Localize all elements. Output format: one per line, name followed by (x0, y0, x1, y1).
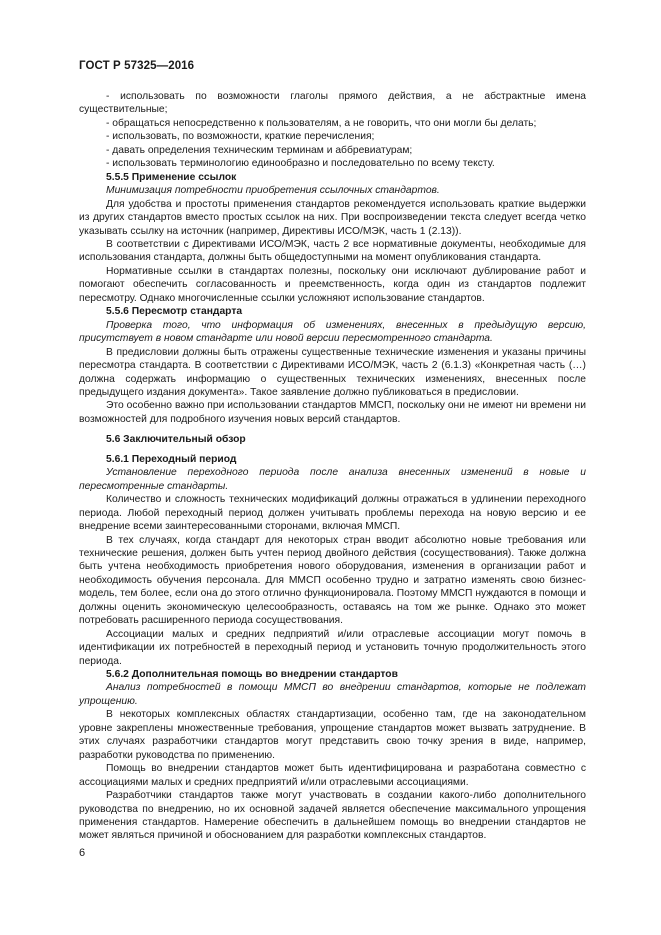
paragraph: Для удобства и простоты применения стандартов рекомендуется использовать краткие выдержки из других стандартов вместо простых ссылок на них. При воспроизведении текста следует всегда четко указывать ссылку на источник (например, Директивы ИСО/МЭК, часть 1 (2.13)). (79, 198, 586, 237)
lead-5-6-1: Установление переходного периода после анализа внесенных изменений в новые и пересмотренные стандарты. (79, 467, 586, 492)
page-number: 6 (79, 847, 86, 859)
list-item: - обращаться непосредственно к пользователям, а не говорить, что они могли бы делать; (106, 117, 537, 129)
list-item: - использовать, по возможности, краткие перечисления; (106, 131, 375, 143)
page-body (79, 90, 586, 843)
list-item: - использовать терминологию единообразно и последовательно по всему тексту. (106, 158, 495, 170)
lead-5-6-2: Анализ потребностей в помощи ММСП во внедрении стандартов, которые не подлежат упрощению. (79, 682, 586, 707)
list-item: - давать определения техническим терминам и аббревиатурам; (106, 144, 413, 156)
bullet-intro: - использовать по возможности глаголы прямого действия, а не абстрактные имена существительные; (79, 91, 586, 116)
paragraph: Это особенно важно при использовании стандартов ММСП, поскольку они не имеют ни времени ни возможностей для подробного изучения новых версий стандартов. (79, 400, 586, 425)
paragraph: Ассоциации малых и средних педприятий и/или отраслевые ассоциации могут помочь в идентификации их потребностей в переходный период и установить точную продолжительность этого периода. (79, 628, 586, 667)
heading-5-6: 5.6 Заключительный обзор (106, 434, 246, 446)
paragraph: В предисловии должны быть отражены существенные технические изменения и указаны причины пересмотра стандарта. В соответствии с Директивами ИСО/МЭК, часть 2 (6.1.3) «Конкретная часть (…) должна содержать информацию о существенных технических изменениях, внесенных после предыдущего издания документа». Такое заявление должно публиковаться в предисловии. (79, 346, 586, 398)
heading-5-5-5: 5.5.5 Применение ссылок (106, 171, 237, 183)
paragraph: Количество и сложность технических модификаций должны отражаться в удлинении переходного периода. Любой переходный период должен учитывать проблемы перехода на новую версию и ее внедрение всеми заинтересованными сторонами, включая ММСП. (79, 494, 586, 533)
paragraph: Помощь во внедрении стандартов может быть идентифицирована и разработана совместно с ассоциациями малых и средних предприятий и/или отраслевыми ассоциациями. (79, 763, 586, 788)
paragraph: В тех случаях, когда стандарт для некоторых стран вводит абсолютно новые требования или технические решения, должен быть учтен период двойного действия (сосуществования). Также должна быть учтена необходимость приобретения нового оборудования, изменения в организации работ и необходимость обучения персонала. Для ММСП особенно трудно и затратно изменять свою бизнес-модель, тем более, если она до этого отлично функционировала. Поэтому ММСП нуждаются в помощи и должны оценить экономическую целесообразность, оставаясь на том же рынке. Однако это может потребовать расширенного периода сосуществования. (79, 534, 586, 627)
lead-5-5-6: Проверка того, что информация об изменениях, внесенных в предыдущую версию, присутствует в новом стандарте или новой версии пересмотренного стандарта. (79, 319, 586, 345)
paragraph: Разработчики стандартов также могут участвовать в создании какого-либо дополнительного руководства по внедрению, но их основной задачей является обеспечение максимального упрощения применения стандартов. Намерение обеспечить в дальнейшем помощь во внедрении стандартов не может являться причиной и обоснованием для разработки комплексных стандартов. (79, 790, 586, 842)
lead-5-5-5: Минимизация потребности приобретения ссылочных стандартов. (106, 185, 440, 197)
heading-5-6-1: 5.6.1 Переходный период (106, 453, 237, 465)
paragraph: Нормативные ссылки в стандартах полезны, поскольку они исключают дублирование работ и помогают обеспечить согласованность и преемственность, когда один из стандартов подлежит пересмотру. Однако многочисленные ссылки усложняют использование стандартов. (79, 265, 586, 304)
paragraph: В некоторых комплексных областях стандартизации, особенно там, где на законодательном уровне закреплены множественные требования, упрощение стандартов может вызвать затруднение. В этих случаях разработчики стандартов могут представить свою точку зрения в виде, например, разработки руководства по применению. (79, 709, 586, 761)
heading-5-5-6: 5.5.6 Пересмотр стандарта (106, 306, 243, 318)
document-header: ГОСТ Р 57325—2016 (79, 60, 195, 72)
heading-5-6-2: 5.6.2 Дополнительная помощь во внедрении стандартов (106, 669, 398, 681)
paragraph: В соответствии с Директивами ИСО/МЭК, часть 2 все нормативные документы, необходимые для использования стандарта, должны быть общедоступными на момент опубликования стандарта. (79, 238, 586, 264)
